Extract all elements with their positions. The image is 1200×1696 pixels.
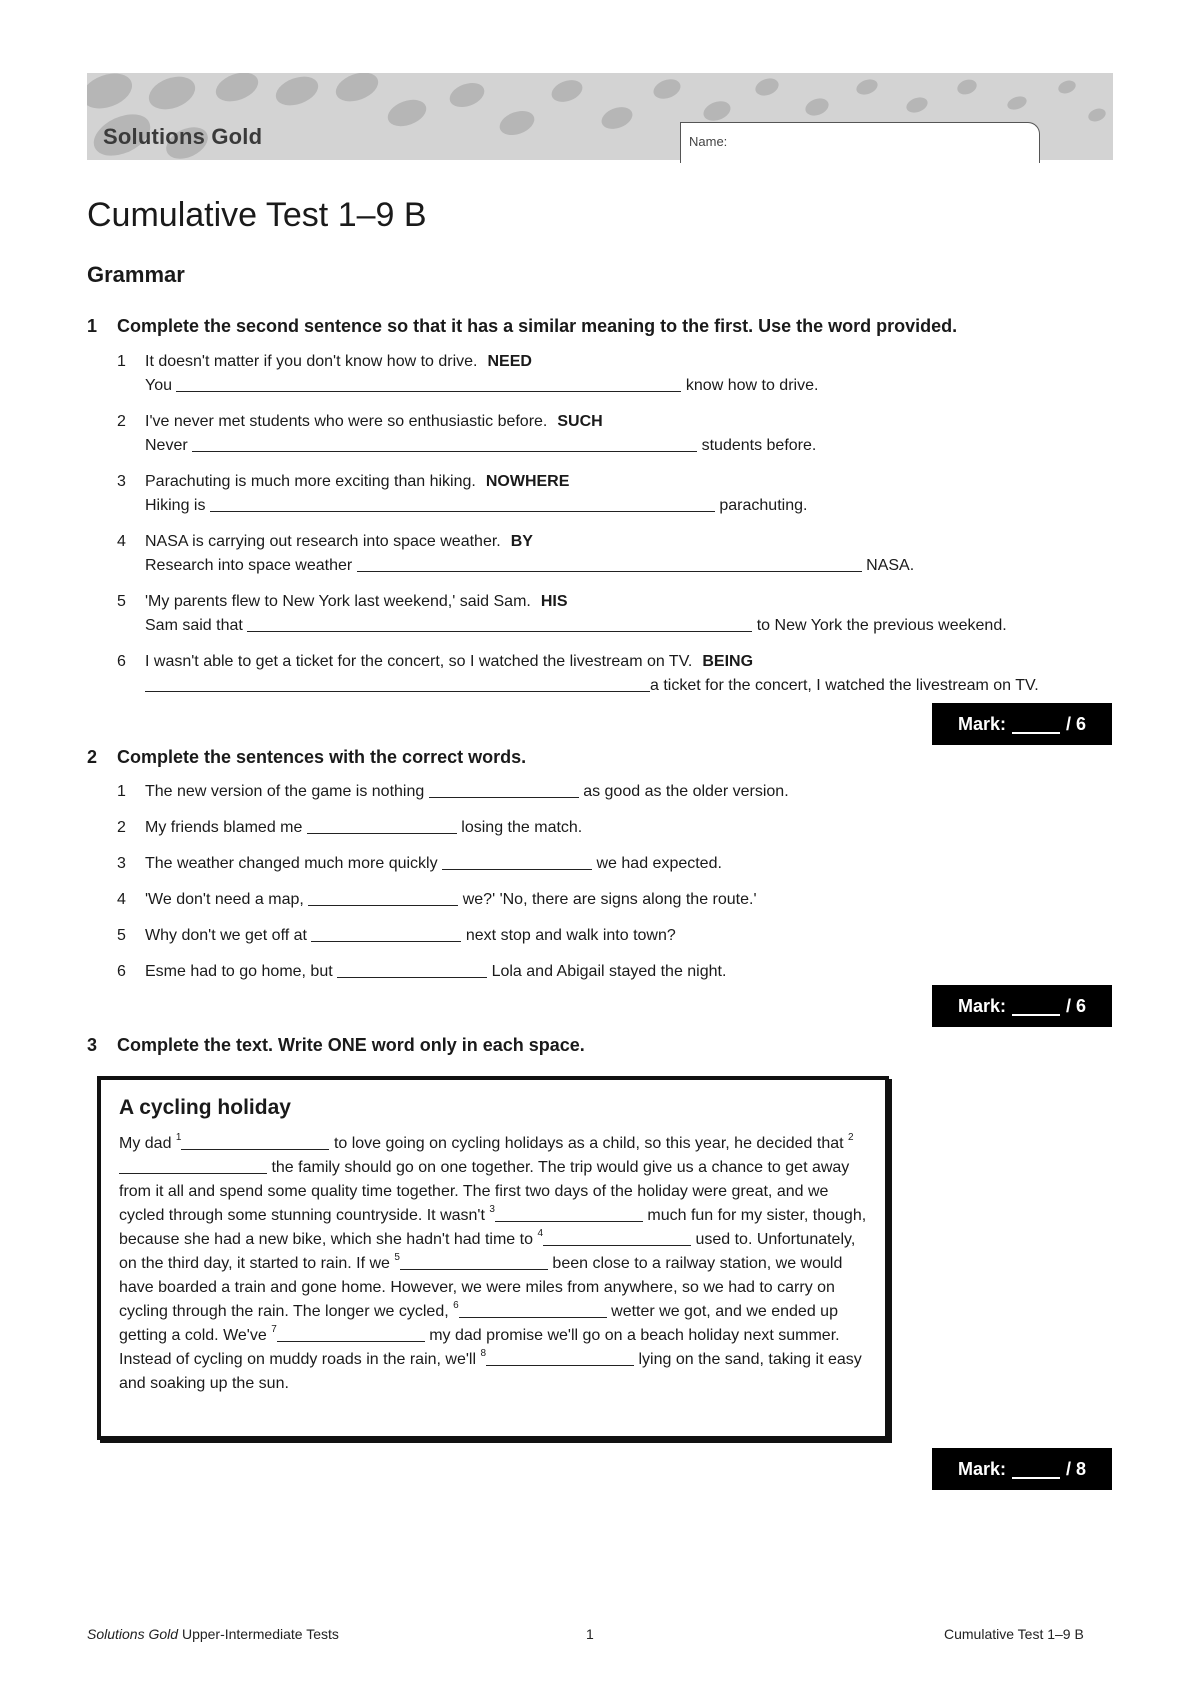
item-number: 3 xyxy=(117,473,126,490)
answer-blank[interactable] xyxy=(210,495,715,512)
text-segment: My dad xyxy=(119,1135,172,1152)
cycling-text-box xyxy=(97,1076,889,1440)
item-end: a ticket for the concert, I watched the livestream on TV. xyxy=(650,677,1039,694)
gap-number: 6 xyxy=(453,1300,459,1311)
item-sentence: NASA is carrying out research into space weather. xyxy=(145,533,501,550)
task3-mark-box xyxy=(932,1448,1112,1490)
mark-label: Mark: xyxy=(957,713,1006,734)
item-sentence: Parachuting is much more exciting than hiking. xyxy=(145,473,476,490)
task2-item xyxy=(117,960,726,984)
mark-blank[interactable] xyxy=(1012,996,1060,1016)
task2-mark-box xyxy=(932,985,1112,1027)
task1-item xyxy=(117,590,1007,638)
mark-label: Mark: xyxy=(957,995,1006,1016)
gap-number: 8 xyxy=(480,1348,487,1359)
text-segment: lying on the sand, taking it easy and soaking up the sun. xyxy=(119,1351,862,1392)
item-number: 4 xyxy=(117,533,126,550)
item-keyword: BEING xyxy=(702,653,754,670)
item-end: know how to drive. xyxy=(685,377,819,394)
gap-number: 3 xyxy=(489,1204,495,1215)
text-segment: my dad promise we'll go on a beach holiday next summer. Instead of cycling on muddy roads in the rain, we'll xyxy=(119,1327,840,1368)
item-after: next stop and walk into town? xyxy=(465,927,676,944)
task1-number: 1 xyxy=(87,316,98,336)
item-number: 4 xyxy=(117,891,126,908)
footer-book-level: Upper-Intermediate Tests xyxy=(178,1626,339,1642)
item-start: Hiking is xyxy=(145,497,206,514)
task1-item xyxy=(117,350,818,398)
answer-blank[interactable] xyxy=(307,817,457,834)
item-sentence: It doesn't matter if you don't know how to drive. xyxy=(145,353,478,370)
answer-blank[interactable] xyxy=(429,781,579,798)
gap-fill-text xyxy=(119,1132,867,1396)
text-segment: the family should go on one together. The trip would give us a chance to get away from it all and spend some quality time together. The first two days of the holiday were great, and we cycled through some stunning countryside. It wasn't xyxy=(119,1159,850,1224)
item-start: Never xyxy=(145,437,188,454)
item-before: The weather changed much more quickly xyxy=(145,855,438,872)
item-after: losing the match. xyxy=(461,819,583,836)
gap-number: 7 xyxy=(271,1324,277,1335)
name-field[interactable] xyxy=(680,122,1040,163)
footer-left xyxy=(87,1626,339,1642)
page-title: Cumulative Test 1–9 B xyxy=(87,196,427,234)
item-after: as good as the older version. xyxy=(583,783,789,800)
gap-blank[interactable] xyxy=(486,1349,634,1366)
item-number: 2 xyxy=(117,413,126,430)
text-segment: been close to a railway station, we would have boarded a train and gone home. However, we were miles from anywhere, so we had to carry on cycling through the rain. The longer we cycled, xyxy=(119,1255,843,1320)
gap-number: 1 xyxy=(175,1132,182,1143)
item-keyword: BY xyxy=(510,533,533,550)
gap-blank[interactable] xyxy=(495,1205,643,1222)
item-number: 3 xyxy=(117,855,126,872)
item-end: to New York the previous weekend. xyxy=(756,617,1007,634)
item-before: 'We don't need a map, xyxy=(145,891,304,908)
task1-heading xyxy=(87,316,957,337)
answer-blank[interactable] xyxy=(176,375,681,392)
item-sentence: I've never met students who were so enthusiastic before. xyxy=(145,413,548,430)
task3-heading xyxy=(87,1035,585,1056)
task2-item xyxy=(117,888,757,912)
item-end: parachuting. xyxy=(719,497,808,514)
mark-label: Mark: xyxy=(957,1458,1006,1479)
item-number: 1 xyxy=(117,353,126,370)
answer-blank[interactable] xyxy=(442,853,592,870)
gap-blank[interactable] xyxy=(119,1157,267,1174)
item-number: 6 xyxy=(117,653,126,670)
gap-blank[interactable] xyxy=(277,1325,425,1342)
item-number: 5 xyxy=(117,927,126,944)
answer-blank[interactable] xyxy=(192,435,697,452)
item-start: You xyxy=(145,377,172,394)
item-number: 2 xyxy=(117,819,126,836)
gap-blank[interactable] xyxy=(459,1301,607,1318)
task2-heading xyxy=(87,747,526,768)
gap-blank[interactable] xyxy=(543,1229,691,1246)
mark-blank[interactable] xyxy=(1012,714,1060,734)
mark-total: / 6 xyxy=(1066,995,1087,1016)
item-after: we had expected. xyxy=(596,855,722,872)
item-before: My friends blamed me xyxy=(145,819,303,836)
text-segment: wetter we got, and we ended up getting a cold. We've xyxy=(119,1303,838,1344)
item-keyword: NEED xyxy=(487,353,532,370)
gap-blank[interactable] xyxy=(400,1253,548,1270)
answer-blank[interactable] xyxy=(308,889,458,906)
task1-instruction: Complete the second sentence so that it has a similar meaning to the first. Use the word provided. xyxy=(117,316,958,336)
task1-mark-box xyxy=(932,703,1112,745)
gap-number: 2 xyxy=(848,1132,854,1143)
task1-item xyxy=(117,410,816,458)
text-segment: much fun for my sister, though, because she had a new bike, which she hadn't had time to xyxy=(119,1207,867,1248)
answer-blank[interactable] xyxy=(311,925,461,942)
gap-number: 5 xyxy=(394,1252,400,1263)
task2-item xyxy=(117,852,722,876)
item-after: we?' 'No, there are signs along the route.' xyxy=(462,891,757,908)
item-keyword: HIS xyxy=(540,593,568,610)
task2-instruction: Complete the sentences with the correct words. xyxy=(117,747,527,767)
item-after: Lola and Abigail stayed the night. xyxy=(491,963,727,980)
gap-number: 4 xyxy=(537,1228,544,1239)
task2-item xyxy=(117,780,789,804)
gap-blank[interactable] xyxy=(181,1133,329,1150)
task1-item xyxy=(117,650,1039,698)
task2-item xyxy=(117,924,676,948)
answer-blank[interactable] xyxy=(247,615,752,632)
item-number: 5 xyxy=(117,593,126,610)
item-before: Esme had to go home, but xyxy=(145,963,333,980)
task1-item xyxy=(117,470,807,518)
mark-blank[interactable] xyxy=(1012,1459,1060,1479)
task3-number: 3 xyxy=(87,1035,98,1055)
item-end: NASA. xyxy=(866,557,915,574)
answer-blank[interactable] xyxy=(337,961,487,978)
text-segment: used to. Unfortunately, on the third day, it started to rain. If we xyxy=(119,1231,856,1272)
footer-book-title: Solutions Gold xyxy=(87,1626,179,1642)
item-before: The new version of the game is nothing xyxy=(145,783,425,800)
mark-total: / 8 xyxy=(1066,1458,1087,1479)
item-before: Why don't we get off at xyxy=(145,927,307,944)
item-number: 1 xyxy=(117,783,126,800)
text-segment: to love going on cycling holidays as a child, so this year, he decided that xyxy=(333,1135,844,1152)
section-title: Grammar xyxy=(87,262,185,287)
task2-item xyxy=(117,816,582,840)
page-number: 1 xyxy=(586,1626,594,1642)
item-sentence: 'My parents flew to New York last weekend,' said Sam. xyxy=(145,593,531,610)
task2-number: 2 xyxy=(87,747,98,767)
item-start: Sam said that xyxy=(145,617,243,634)
item-keyword: SUCH xyxy=(557,413,603,430)
name-label: Name: xyxy=(689,134,728,149)
answer-blank[interactable] xyxy=(357,555,862,572)
footer-right: Cumulative Test 1–9 B xyxy=(944,1626,1084,1642)
item-sentence: I wasn't able to get a ticket for the concert, so I watched the livestream on TV. xyxy=(145,653,693,670)
item-end: students before. xyxy=(701,437,817,454)
task1-item xyxy=(117,530,914,578)
item-start: Research into space weather xyxy=(145,557,353,574)
item-number: 6 xyxy=(117,963,126,980)
item-keyword: NOWHERE xyxy=(485,473,570,490)
task3-instruction: Complete the text. Write ONE word only in each space. xyxy=(117,1035,585,1055)
answer-blank[interactable] xyxy=(145,675,650,692)
brand-logo-text: Solutions Gold xyxy=(103,124,263,149)
text-title: A cycling holiday xyxy=(119,1096,291,1119)
mark-total: / 6 xyxy=(1066,713,1087,734)
